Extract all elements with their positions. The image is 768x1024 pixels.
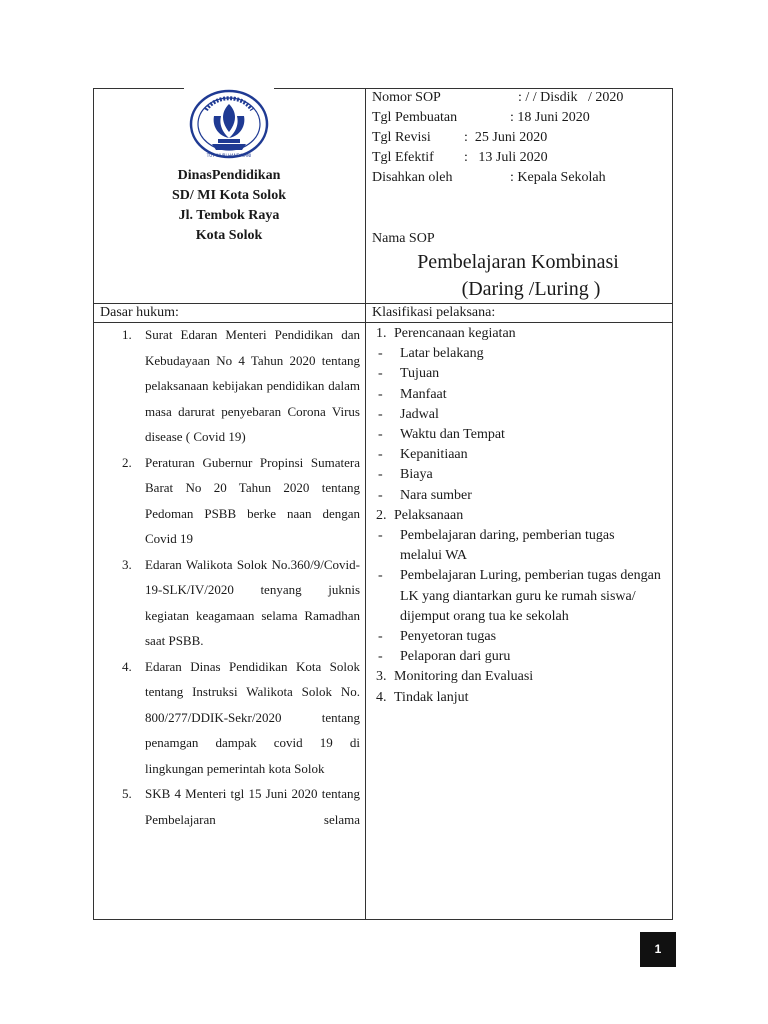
table-right-border [672, 88, 673, 920]
list-item [376, 465, 666, 485]
table-left-border [93, 88, 94, 920]
list-item-text: Pembelajaran daring, pemberian tugas melalui WA [400, 528, 615, 564]
meta-revisi-value: : 25 Juni 2020 [464, 130, 548, 145]
school-name: SD/ MI Kota Solok [172, 188, 286, 203]
column-divider [365, 88, 366, 920]
dash-bullet: - [378, 386, 383, 402]
page-number: 1 [640, 932, 676, 967]
section-number: 2. [376, 507, 387, 523]
section-number: 4. [376, 689, 387, 705]
list-item [376, 486, 666, 506]
section-monitoring [376, 667, 666, 687]
list-item-number: 3. [122, 556, 132, 572]
list-item-text: SKB 4 Menteri tgl 15 Juni 2020 tentang Pembelajaran selama [145, 786, 360, 827]
dash-bullet: - [378, 649, 383, 665]
dash-bullet: - [378, 528, 383, 544]
klasifikasi-header: Klasifikasi pelaksana: [372, 305, 496, 320]
list-item [100, 322, 360, 450]
list-item [376, 344, 666, 364]
section-title: Tindak lanjut [394, 689, 469, 705]
section-tindak-lanjut [376, 688, 666, 708]
section-perencanaan [376, 324, 666, 344]
list-item-text: Edaran Walikota Solok No.360/9/Covid-19-SLK/IV/2020 tenyang juknis kegiatan keagamaan selama Ramadhan saat PSBB. [145, 556, 360, 648]
list-item-text: Penyetoran tugas [400, 629, 497, 645]
list-item [100, 654, 360, 782]
logo-motto: TUT WURI HANDAYANI [206, 153, 252, 158]
logo [184, 82, 274, 166]
dasar-hukum-header: Dasar hukum: [100, 305, 179, 320]
list-item-text: Biaya [400, 467, 433, 483]
meta-nomor-label: Nomor SOP [372, 90, 441, 105]
org-city: Kota Solok [195, 228, 263, 243]
meta-pembuatan-label: Tgl Pembuatan [372, 110, 458, 125]
list-item [376, 445, 666, 465]
list-item-text: Jadwal [400, 406, 439, 422]
dash-bullet: - [378, 487, 383, 503]
list-item-text: Nara sumber [400, 487, 472, 503]
meta-disahkan-label: Disahkan oleh [372, 170, 453, 185]
dash-bullet: - [378, 427, 383, 443]
list-item-number: 2. [122, 454, 132, 470]
list-item [376, 526, 666, 566]
meta-nomor-value: : / / Disdik / 2020 [518, 90, 624, 105]
dasar-hukum-list [100, 322, 360, 832]
sop-title-line1: Pembelajaran Kombinasi [417, 251, 619, 273]
section-title: Perencanaan kegiatan [394, 326, 516, 341]
dash-bullet: - [378, 406, 383, 422]
org-address: Jl. Tembok Raya [178, 208, 280, 223]
list-item [376, 405, 666, 425]
list-item [376, 385, 666, 405]
nama-sop-label: Nama SOP [372, 231, 435, 246]
list-item [376, 566, 666, 627]
list-item [100, 552, 360, 654]
list-item-text: Edaran Dinas Pendidikan Kota Solok tentang Instruksi Walikota Solok No. 800/277/DDIK-Sekr/2020 tentang penamgan dampak covid 19 di lingkungan pemerintah kota Solok [145, 658, 360, 776]
list-item-number: 1. [122, 327, 132, 342]
meta-disahkan-value: : Kepala Sekolah [510, 170, 606, 185]
dash-bullet: - [378, 568, 383, 584]
list-item-text: Peraturan Gubernur Propinsi Sumatera Barat No 20 Tahun 2020 tentang Pedoman PSBB berke naan dengan Covid 19 [145, 454, 360, 546]
table-bottom-border [93, 919, 673, 920]
list-item-text: Kepanitiaan [400, 447, 468, 463]
meta-pembuatan-value: : 18 Juni 2020 [510, 110, 590, 125]
sop-title-line2: (Daring /Luring ) [461, 278, 601, 300]
section-number: 1. [376, 326, 387, 341]
section-number: 3. [376, 669, 387, 685]
meta-efektif-label: Tgl Efektif [372, 150, 434, 165]
klasifikasi-list [376, 324, 666, 708]
list-item [376, 425, 666, 445]
dash-bullet: - [378, 366, 383, 382]
list-item-text: Waktu dan Tempat [400, 427, 505, 443]
section-title: Pelaksanaan [394, 507, 464, 523]
list-item [100, 781, 360, 832]
list-item [376, 627, 666, 647]
list-item-number: 4. [122, 658, 132, 674]
dash-bullet: - [378, 346, 383, 362]
list-item-text: Latar belakang [400, 346, 484, 362]
list-item [100, 450, 360, 552]
section-pelaksanaan [376, 506, 666, 526]
list-item-text: Pembelajaran Luring, pemberian tugas dengan LK yang diantarkan guru ke rumah siswa/ dijemput orang tua ke sekolah [400, 568, 661, 624]
list-item-text: Tujuan [400, 366, 440, 382]
list-item-number: 5. [122, 786, 132, 801]
list-item-text: Pelaporan dari guru [400, 649, 511, 665]
meta-revisi-label: Tgl Revisi [372, 130, 431, 145]
meta-efektif-value: : 13 Juli 2020 [464, 150, 548, 165]
list-item-text: Surat Edaran Menteri Pendidikan dan Kebudayaan No 4 Tahun 2020 tentang pelaksanaan kebijakan pendidikan dalam masa darurat penyebaran Corona Virus disease ( Covid 19) [145, 327, 360, 444]
list-item-text: Manfaat [400, 386, 447, 402]
dash-bullet: - [378, 629, 383, 645]
list-item [376, 647, 666, 667]
org-name: DinasPendidikan [177, 168, 281, 183]
dash-bullet: - [378, 447, 383, 463]
dash-bullet: - [378, 467, 383, 483]
organization-block [100, 166, 358, 246]
tut-wuri-handayani-emblem-icon [188, 88, 270, 160]
list-item [376, 364, 666, 384]
section-title: Monitoring dan Evaluasi [394, 669, 534, 685]
